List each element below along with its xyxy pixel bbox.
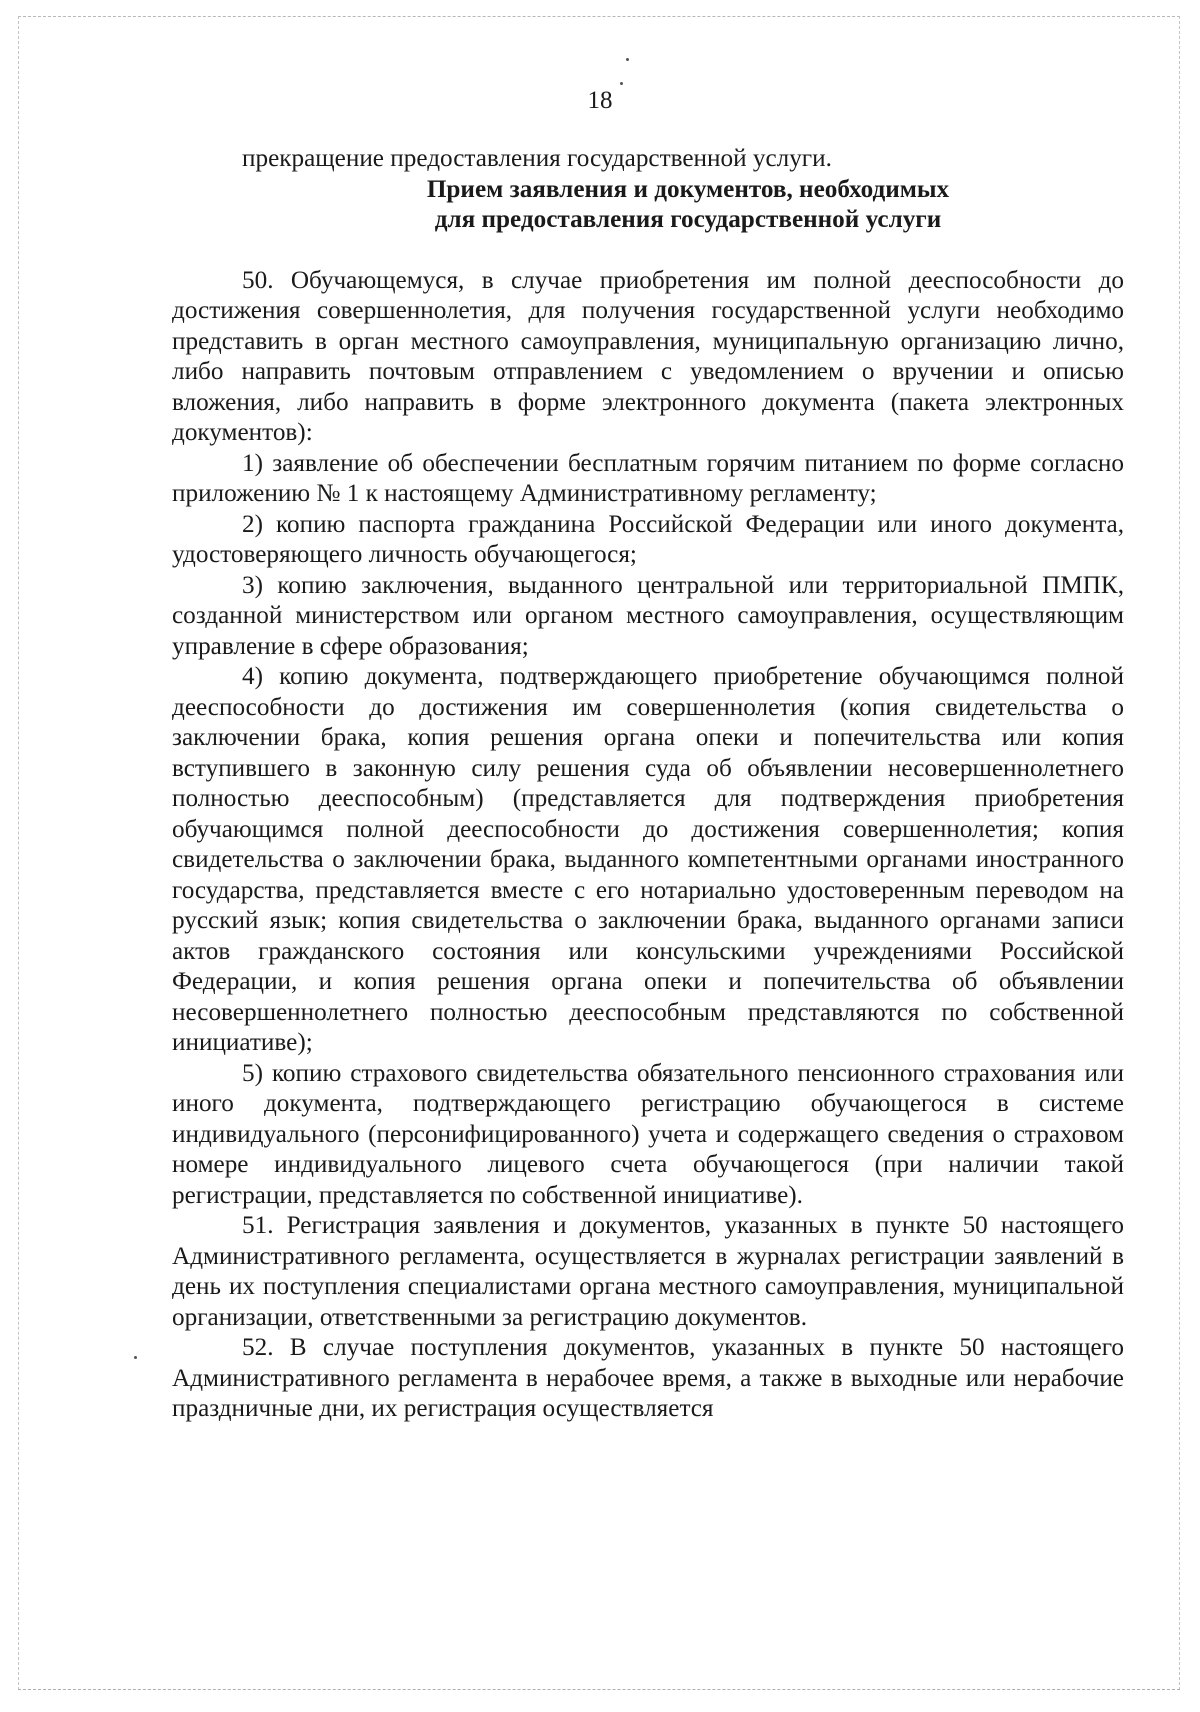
document-body (172, 144, 1124, 1425)
scan-speck (134, 1356, 137, 1359)
list-item-5: 5) копию страхового свидетельства обязательного пенсионного страхования или иного документа, подтверждающего регистрацию обучающегося в системе индивидуального (персонифицированного) учета и содержащего сведения о страховом номере индивидуального лицевого счета обучающегося (при наличии такой регистрации, представляется по собственной инициативе). (172, 1059, 1124, 1209)
page-number: 18 (587, 87, 613, 114)
scan-speck (626, 58, 629, 61)
scan-border-top (18, 16, 1180, 17)
paragraph-52: 52. В случае поступления документов, указанных в пункте 50 настоящего Административного регламента в нерабочее время, а также в выходные или нерабочие праздничные дни, их регистрация осуществляется (172, 1334, 1124, 1422)
section-heading-line-2: для предоставления государственной услуги (434, 206, 942, 233)
scan-border-left (18, 16, 19, 1690)
section-heading (172, 175, 1124, 236)
spacer (172, 236, 1124, 266)
continuation-line: прекращение предоставления государственной услуги. (242, 145, 832, 172)
scan-speck (620, 82, 623, 85)
scan-border-right (1179, 16, 1180, 1690)
scan-border-bottom (18, 1689, 1180, 1690)
list-item-4: 4) копию документа, подтверждающего приобретение обучающимся полной дееспособности до достижения им совершеннолетия (копия свидетельства о заключении брака, копия решения органа опеки и попечительства или копия вступившего в законную силу решения суда об объявлении несовершеннолетнего полностью дееспособным) (представляется для подтверждения приобретения обучающимся полной дееспособности до достижения совершеннолетия; копия свидетельства о заключении брака, выданного компетентными органами иностранного государства, представляется вместе с его нотариально удостоверенным переводом на русский язык; копия свидетельства о заключении брака, выданного органами записи актов гражданского состояния или консульскими учреждениями Российской Федерации, и копия решения органа опеки и попечительства об объявлении несовершеннолетнего полностью дееспособным представляются по собственной инициативе); (172, 663, 1124, 1056)
paragraph-50: 50. Обучающемуся, в случае приобретения им полной дееспособности до достижения совершеннолетия, для получения государственной услуги необходимо представить в орган местного самоуправления, муниципальную организацию лично, либо направить почтовым отправлением с уведомлением о вручении и описью вложения, либо направить в форме электронного документа (пакета электронных документов): (172, 266, 1124, 446)
list-item-1: 1) заявление об обеспечении бесплатным горячим питанием по форме согласно приложению № 1 к настоящему Административному регламенту; (172, 449, 1124, 507)
list-item-3: 3) копию заключения, выданного центральной или территориальной ПМПК, созданной министерством или органом местного самоуправления, осуществляющим управление в сфере образования; (172, 571, 1124, 660)
paragraph-51: 51. Регистрация заявления и документов, указанных в пункте 50 настоящего Административного регламента, осуществляется в журналах регистрации заявлений в день их поступления специалистами органа местного самоуправления, муниципальной организации, ответственными за регистрацию документов. (172, 1212, 1124, 1331)
section-heading-line-1: Прием заявления и документов, необходимых (426, 175, 950, 203)
list-item-2: 2) копию паспорта гражданина Российской Федерации или иного документа, удостоверяющего личность обучающегося; (172, 510, 1124, 568)
